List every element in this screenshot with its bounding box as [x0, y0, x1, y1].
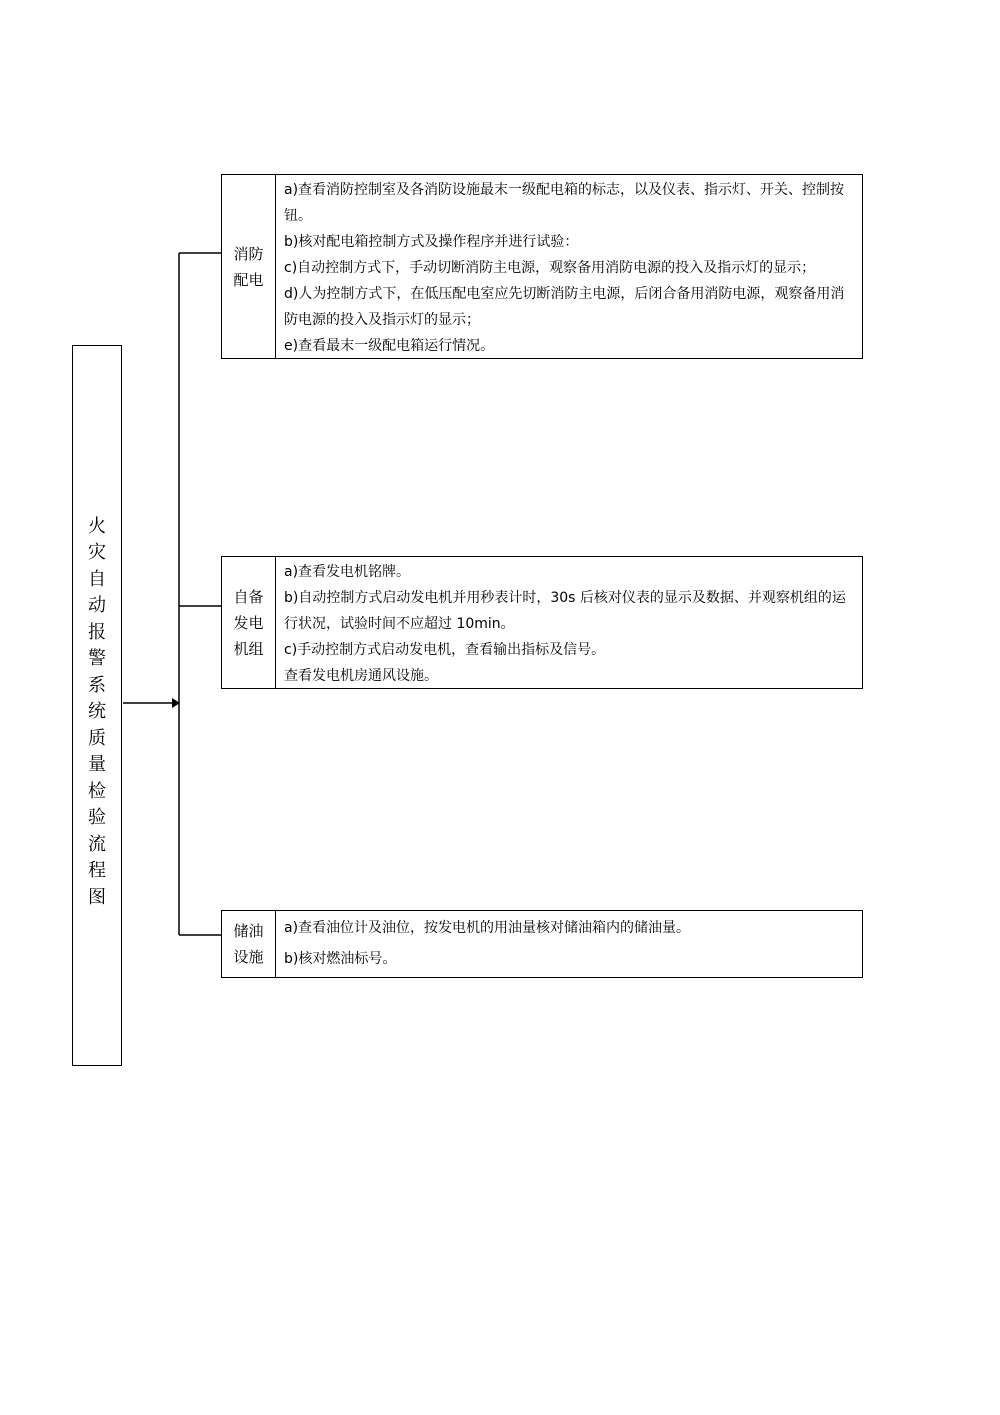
branch-standby-generator	[221, 556, 863, 689]
check-item: c)手动控制方式启动发电机，查看输出指标及信号。	[284, 642, 606, 658]
branch-items	[276, 175, 862, 358]
main-process-box	[72, 345, 122, 1066]
check-item: b)自动控制方式启动发电机并用秒表计时，30s 后核对仪表的显示及数据、并观察机组的运行状况，试验时间不应超过 10min。	[284, 590, 846, 632]
check-item: a)查看发电机铭牌。	[284, 564, 411, 580]
check-item: 查看发电机房通风设施。	[284, 668, 438, 684]
branch-oil-storage	[221, 910, 863, 978]
branch-label: 储油设施	[222, 911, 276, 977]
branch-label: 自备发电机组	[222, 557, 276, 688]
check-item: d)人为控制方式下，在低压配电室应先切断消防主电源，后闭合备用消防电源，观察备用消防电源的投入及指示灯的显示；	[284, 286, 845, 328]
check-item: a)查看消防控制室及各消防设施最末一级配电箱的标志，以及仪表、指示灯、开关、控制按钮。	[284, 182, 845, 224]
check-item: c)自动控制方式下，手动切断消防主电源，观察备用消防电源的投入及指示灯的显示；	[284, 260, 816, 276]
branch-items	[276, 557, 862, 688]
check-item: b)核对配电箱控制方式及操作程序并进行试验：	[284, 234, 579, 250]
branch-label: 消防配电	[222, 175, 276, 358]
check-item: e)查看最末一级配电箱运行情况。	[284, 338, 495, 354]
main-title: 火灾自动报警系统质量检验流程图	[88, 515, 106, 908]
check-item: a)查看油位计及油位，按发电机的用油量核对储油箱内的储油量。	[284, 920, 691, 936]
branch-fire-power-distribution	[221, 174, 863, 359]
branch-items	[276, 911, 862, 977]
check-item: b)核对燃油标号。	[284, 951, 397, 967]
